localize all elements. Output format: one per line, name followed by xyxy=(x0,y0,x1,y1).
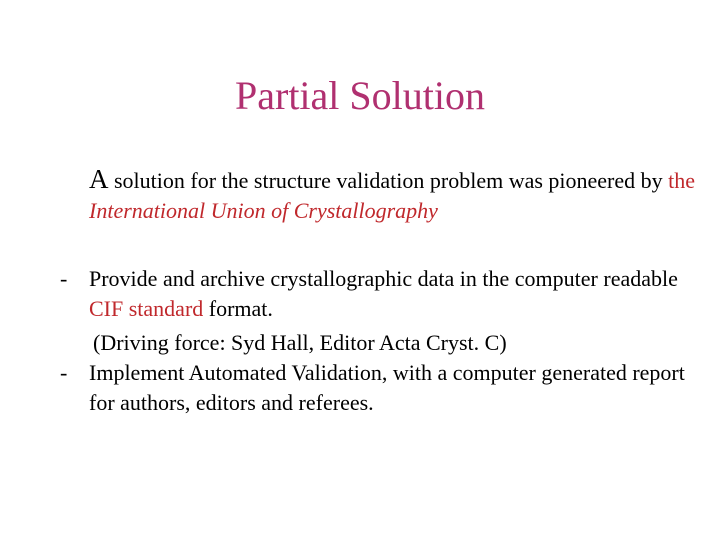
bullet-item-cif xyxy=(60,264,700,324)
driving-force-note: (Driving force: Syd Hall, Editor Acta Cryst. C) xyxy=(93,330,507,355)
intro-first-letter: A xyxy=(89,164,109,194)
bullet-text: Implement Automated Validation, with a computer generated report for authors, editors and referees. xyxy=(89,360,685,415)
intro-highlight-article: the xyxy=(668,168,696,193)
bullet-text: Provide and archive crystallographic data in the computer readable xyxy=(89,266,678,291)
bullet-text-end: format. xyxy=(203,296,273,321)
bullet-marker: - xyxy=(60,360,68,385)
intro-highlight-organization: International Union of Crystallography xyxy=(89,198,438,223)
intro-paragraph xyxy=(89,164,699,226)
intro-text: solution for the structure validation problem was pioneered by xyxy=(108,168,669,193)
bullet-item-validation xyxy=(60,358,700,418)
slide-title: Partial Solution xyxy=(235,73,485,118)
bullet-marker: - xyxy=(60,266,68,291)
bullet-list xyxy=(60,264,700,418)
bullet-highlight-cif-standard: CIF standard xyxy=(89,296,204,321)
